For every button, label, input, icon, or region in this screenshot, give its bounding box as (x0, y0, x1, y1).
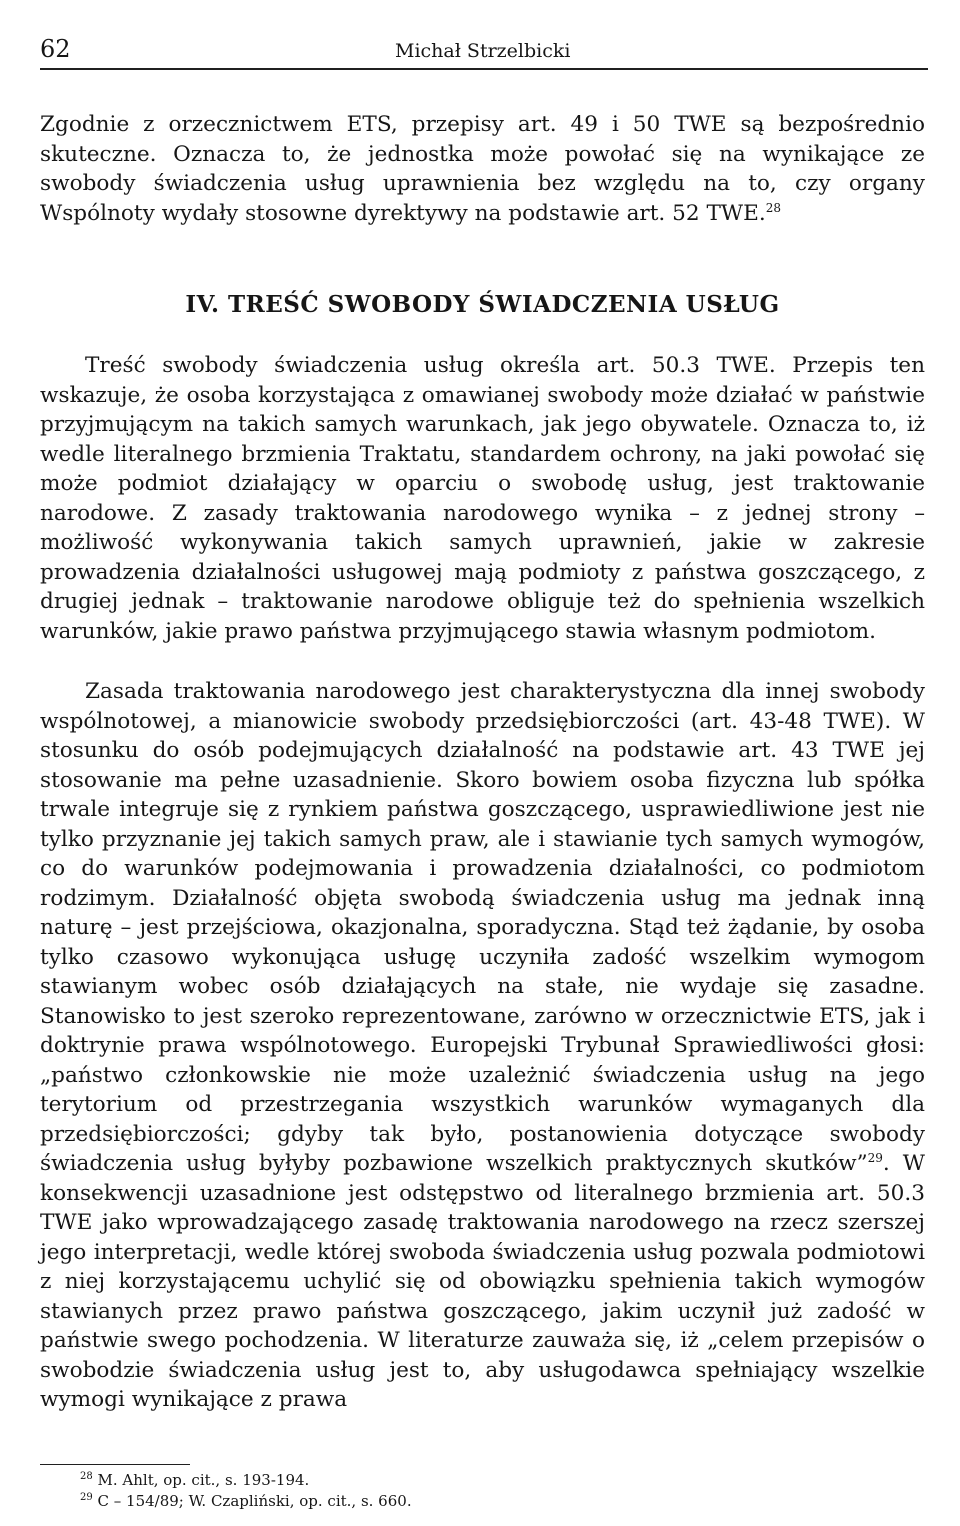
footnote-28 (80, 1470, 920, 1491)
paragraph-3-text (40, 677, 925, 1415)
footnote-text: C – 154/89; W. Czapliński, op. cit., s. 660. (97, 1492, 412, 1510)
running-header (40, 34, 928, 70)
paragraph-2-text: Treść swobody świadczenia usług określa art. 50.3 TWE. Przepis ten wskazuje, że osoba korzystająca z omawianej swobody może działać w państwie przyjmującym na takich samych warunkach, jak jego obywatele. Oznacza to, iż wedle literalnego brzmienia Traktatu, standardem ochrony, na jaki powołać się może podmiot działający w oparciu o swobodę usług, jest traktowanie narodowe. Z zasady traktowania narodowego wynika – z jednej strony – możliwość wykonywania takich samych uprawnień, jakie w zakresie prowadzenia działalności usługowej mają podmioty z państwa goszczącego, z drugiej jednak – traktowanie narodowe obliguje też do spełnienia wszelkich warunków, jakie prawo państwa przyjmującego stawia własnym podmiotom. (40, 353, 925, 644)
paragraph-1-text (40, 110, 925, 228)
paragraph-3 (40, 677, 925, 1415)
footnote-29 (80, 1491, 920, 1512)
page-number: 62 (40, 35, 71, 63)
footnote-rule (40, 1464, 190, 1465)
paragraph-3-body-end: . W konsekwencji uzasadnione jest odstępstwo od literalnego brzmienia art. 50.3 TWE jako wprowadzającego zasadę traktowania narodowego na rzecz szerszej jego interpretacji, wedle której swoboda świadczenia usług pozwala podmiotowi z niej korzystającemu uchylić się od obowiązku spełnienia takich wymogów stawianych przez prawo państwa goszczącego, jakim uczynił już zadość w państwie swego pochodzenia. W literaturze zauważa się, iż „celem przepisów o swobodzie świadczenia usług jest to, aby usługodawca spełniający wszelkie wymogi wynikające z prawa (40, 1151, 925, 1412)
running-head-author: Michał Strzelbicki (395, 40, 571, 62)
paragraph-3-body-start: Zasada traktowania narodowego jest charakterystyczna dla innej swobody wspólnotowej, a mianowicie swobody przedsiębiorczości (art. 43-48 TWE). W stosunku do osób podejmujących działalność na podstawie art. 43 TWE jej stosowanie ma pełne uzasadnienie. Skoro bowiem osoba fizyczna lub spółka trwale integruje się z rynkiem państwa goszczącego, usprawiedliwione jest nie tylko przyznanie jej takich samych praw, ale i stawianie tych samych wymogów, co do warunków podejmowania i prowadzenia działalności, co podmiotom rodzimym. Działalność objęta swobodą świadczenia usług ma jednak inną naturę – jest przejściowa, okazjonalna, sporadyczna. Stąd też żądanie, by osoba tylko czasowo wykonująca usługę uczyniła zadość wszelkim wymogom stawianym wobec osób działających na stałe, nie wydaje się zasadne. Stanowisko to jest szeroko reprezentowane, zarówno w orzecznictwie ETS, jak i doktrynie prawa wspólnotowego. Europejski Trybunał Sprawiedliwości głosi: „państwo członkowskie nie może uzależnić świadczenia usług na jego terytorium od przestrzegania wszystkich warunków wymaganych dla przedsiębiorczości; gdyby tak było, postanowienia dotyczące swobody świadczenia usług byłyby pozbawione wszelkich praktycznych skutków” (40, 679, 925, 1176)
footnote-number: 29 (80, 1492, 93, 1503)
footnote-number: 28 (80, 1471, 93, 1482)
paragraph-1-body: Zgodnie z orzecznictwem ETS, przepisy art. 49 i 50 TWE są bezpośrednio skuteczne. Oznacza to, że jednostka może powołać się na wynikające ze swobody świadczenia usług uprawnienia bez względu na to, czy organy Wspólnoty wydały stosowne dyrektywy na podstawie art. 52 TWE. (40, 112, 925, 226)
paragraph-1 (40, 110, 925, 228)
footnote-ref-28: 28 (765, 200, 782, 215)
section-heading: IV. TREŚĆ SWOBODY ŚWIADCZENIA USŁUG (185, 291, 780, 318)
paragraph-2 (40, 351, 925, 646)
footnote-text: M. Ahlt, op. cit., s. 193-194. (97, 1471, 310, 1489)
footnotes (80, 1470, 920, 1512)
footnote-ref-29: 29 (867, 1150, 883, 1165)
